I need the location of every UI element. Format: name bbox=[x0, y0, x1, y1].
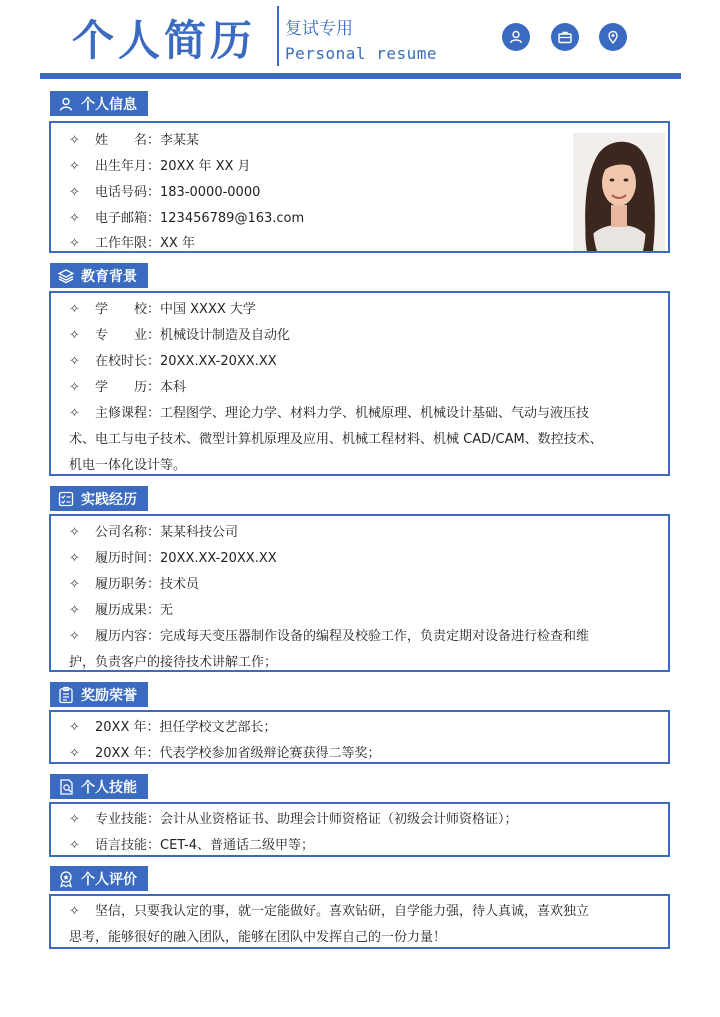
section-title: 个人信息 bbox=[81, 96, 137, 113]
layers-icon bbox=[56, 266, 76, 286]
list-item: ✧ 主修课程：工程图学、理论力学、材料力学、机械原理、机械设计基础、气动与液压技 bbox=[69, 406, 590, 421]
list-item: ✧ 专业技能：会计从业资格证书、助理会计师资格证（初级会计师资格证）； bbox=[69, 812, 518, 827]
list-item-cont: 思考，能够很好的融入团队，能够在团队中发挥自己的一份力量！ bbox=[69, 930, 447, 945]
bullet: ✧ bbox=[69, 159, 80, 174]
section-tab-personal bbox=[50, 91, 148, 116]
location-icon bbox=[599, 23, 627, 51]
badge-icon bbox=[56, 869, 76, 889]
resume-header bbox=[0, 0, 720, 80]
list-item: ✧ 履历成果：无 bbox=[69, 603, 174, 618]
section-title: 奖励荣誉 bbox=[81, 687, 137, 704]
bullet: ✧ bbox=[69, 551, 80, 566]
bullet: ✧ bbox=[69, 525, 80, 540]
bullet: ✧ bbox=[69, 603, 80, 618]
bullet: ✧ bbox=[69, 236, 80, 251]
section-title: 个人评价 bbox=[81, 871, 137, 888]
header-rule bbox=[40, 73, 681, 79]
section-tab-practice bbox=[50, 486, 148, 511]
section-box-skills bbox=[49, 802, 670, 857]
bullet: ✧ bbox=[69, 185, 80, 200]
list-item: ✧ 公司名称：某某科技公司 bbox=[69, 525, 239, 540]
section-tab-skills bbox=[50, 774, 148, 799]
bullet: ✧ bbox=[69, 812, 80, 827]
bullet: ✧ bbox=[69, 838, 80, 853]
list-item: ✧ 20XX 年：担任学校文艺部长； bbox=[69, 720, 277, 735]
list-item: ✧ 电子邮箱：123456789@163.com bbox=[69, 211, 305, 226]
bullet: ✧ bbox=[69, 380, 80, 395]
list-item: ✧ 专 业：机械设计制造及自动化 bbox=[69, 328, 291, 343]
bullet: ✧ bbox=[69, 328, 80, 343]
section-tab-evaluation bbox=[50, 866, 148, 891]
bullet: ✧ bbox=[69, 577, 80, 592]
bullet: ✧ bbox=[69, 904, 80, 919]
list-item: ✧ 20XX 年：代表学校参加省级辩论赛获得二等奖； bbox=[69, 746, 381, 761]
list-item: ✧ 履历内容：完成每天变压器制作设备的编程及校验工作，负责定期对设备进行检查和维 bbox=[69, 629, 590, 644]
section-tab-awards bbox=[50, 682, 148, 707]
section-title: 个人技能 bbox=[81, 779, 137, 796]
subtitle-en: Personal resume bbox=[285, 44, 437, 63]
list-item-cont: 机电一体化设计等。 bbox=[69, 458, 187, 473]
list-item: ✧ 学 历：本科 bbox=[69, 380, 187, 395]
list-item: ✧ 履历职务：技术员 bbox=[69, 577, 200, 592]
list-item: ✧ 姓 名：李某某 bbox=[69, 133, 200, 148]
section-box-evaluation bbox=[49, 894, 670, 949]
bullet: ✧ bbox=[69, 302, 80, 317]
list-item: ✧ 坚信，只要我认定的事，就一定能做好。喜欢钻研，自学能力强，待人真诚，喜欢独立 bbox=[69, 904, 590, 919]
clipboard-icon bbox=[56, 685, 76, 705]
list-item: ✧ 在校时长：20XX.XX-20XX.XX bbox=[69, 354, 277, 369]
profile-photo bbox=[573, 133, 665, 251]
bullet: ✧ bbox=[69, 354, 80, 369]
briefcase-icon bbox=[551, 23, 579, 51]
section-title: 实践经历 bbox=[81, 491, 137, 508]
list-item: ✧ 工作年限：XX 年 bbox=[69, 236, 195, 251]
section-box-practice bbox=[49, 514, 670, 672]
list-item-cont: 护，负责客户的接待技术讲解工作； bbox=[69, 655, 278, 670]
list-item: ✧ 履历时间：20XX.XX-20XX.XX bbox=[69, 551, 277, 566]
skill-icon bbox=[56, 777, 76, 797]
title-divider bbox=[277, 6, 279, 66]
subtitle-cn: 复试专用 bbox=[285, 19, 353, 39]
bullet: ✧ bbox=[69, 746, 80, 761]
checklist-icon bbox=[56, 489, 76, 509]
list-item-cont: 术、电工与电子技术、微型计算机原理及应用、机械工程材料、机械 CAD/CAM、数控技术、 bbox=[69, 432, 603, 447]
section-title: 教育背景 bbox=[81, 268, 137, 285]
page-title: 个人简历 bbox=[72, 16, 257, 65]
bullet: ✧ bbox=[69, 406, 80, 421]
bullet: ✧ bbox=[69, 211, 80, 226]
bullet: ✧ bbox=[69, 133, 80, 148]
list-item: ✧ 出生年月：20XX 年 XX 月 bbox=[69, 159, 251, 174]
user-icon bbox=[502, 23, 530, 51]
bullet: ✧ bbox=[69, 720, 80, 735]
section-tab-education bbox=[50, 263, 148, 288]
list-item: ✧ 电话号码：183-0000-0000 bbox=[69, 185, 261, 200]
bullet: ✧ bbox=[69, 629, 80, 644]
list-item: ✧ 语言技能：CET-4、普通话二级甲等； bbox=[69, 838, 315, 853]
user-icon bbox=[56, 94, 76, 114]
section-box-awards bbox=[49, 710, 670, 764]
section-box-education bbox=[49, 291, 670, 476]
list-item: ✧ 学 校：中国 XXXX 大学 bbox=[69, 302, 256, 317]
